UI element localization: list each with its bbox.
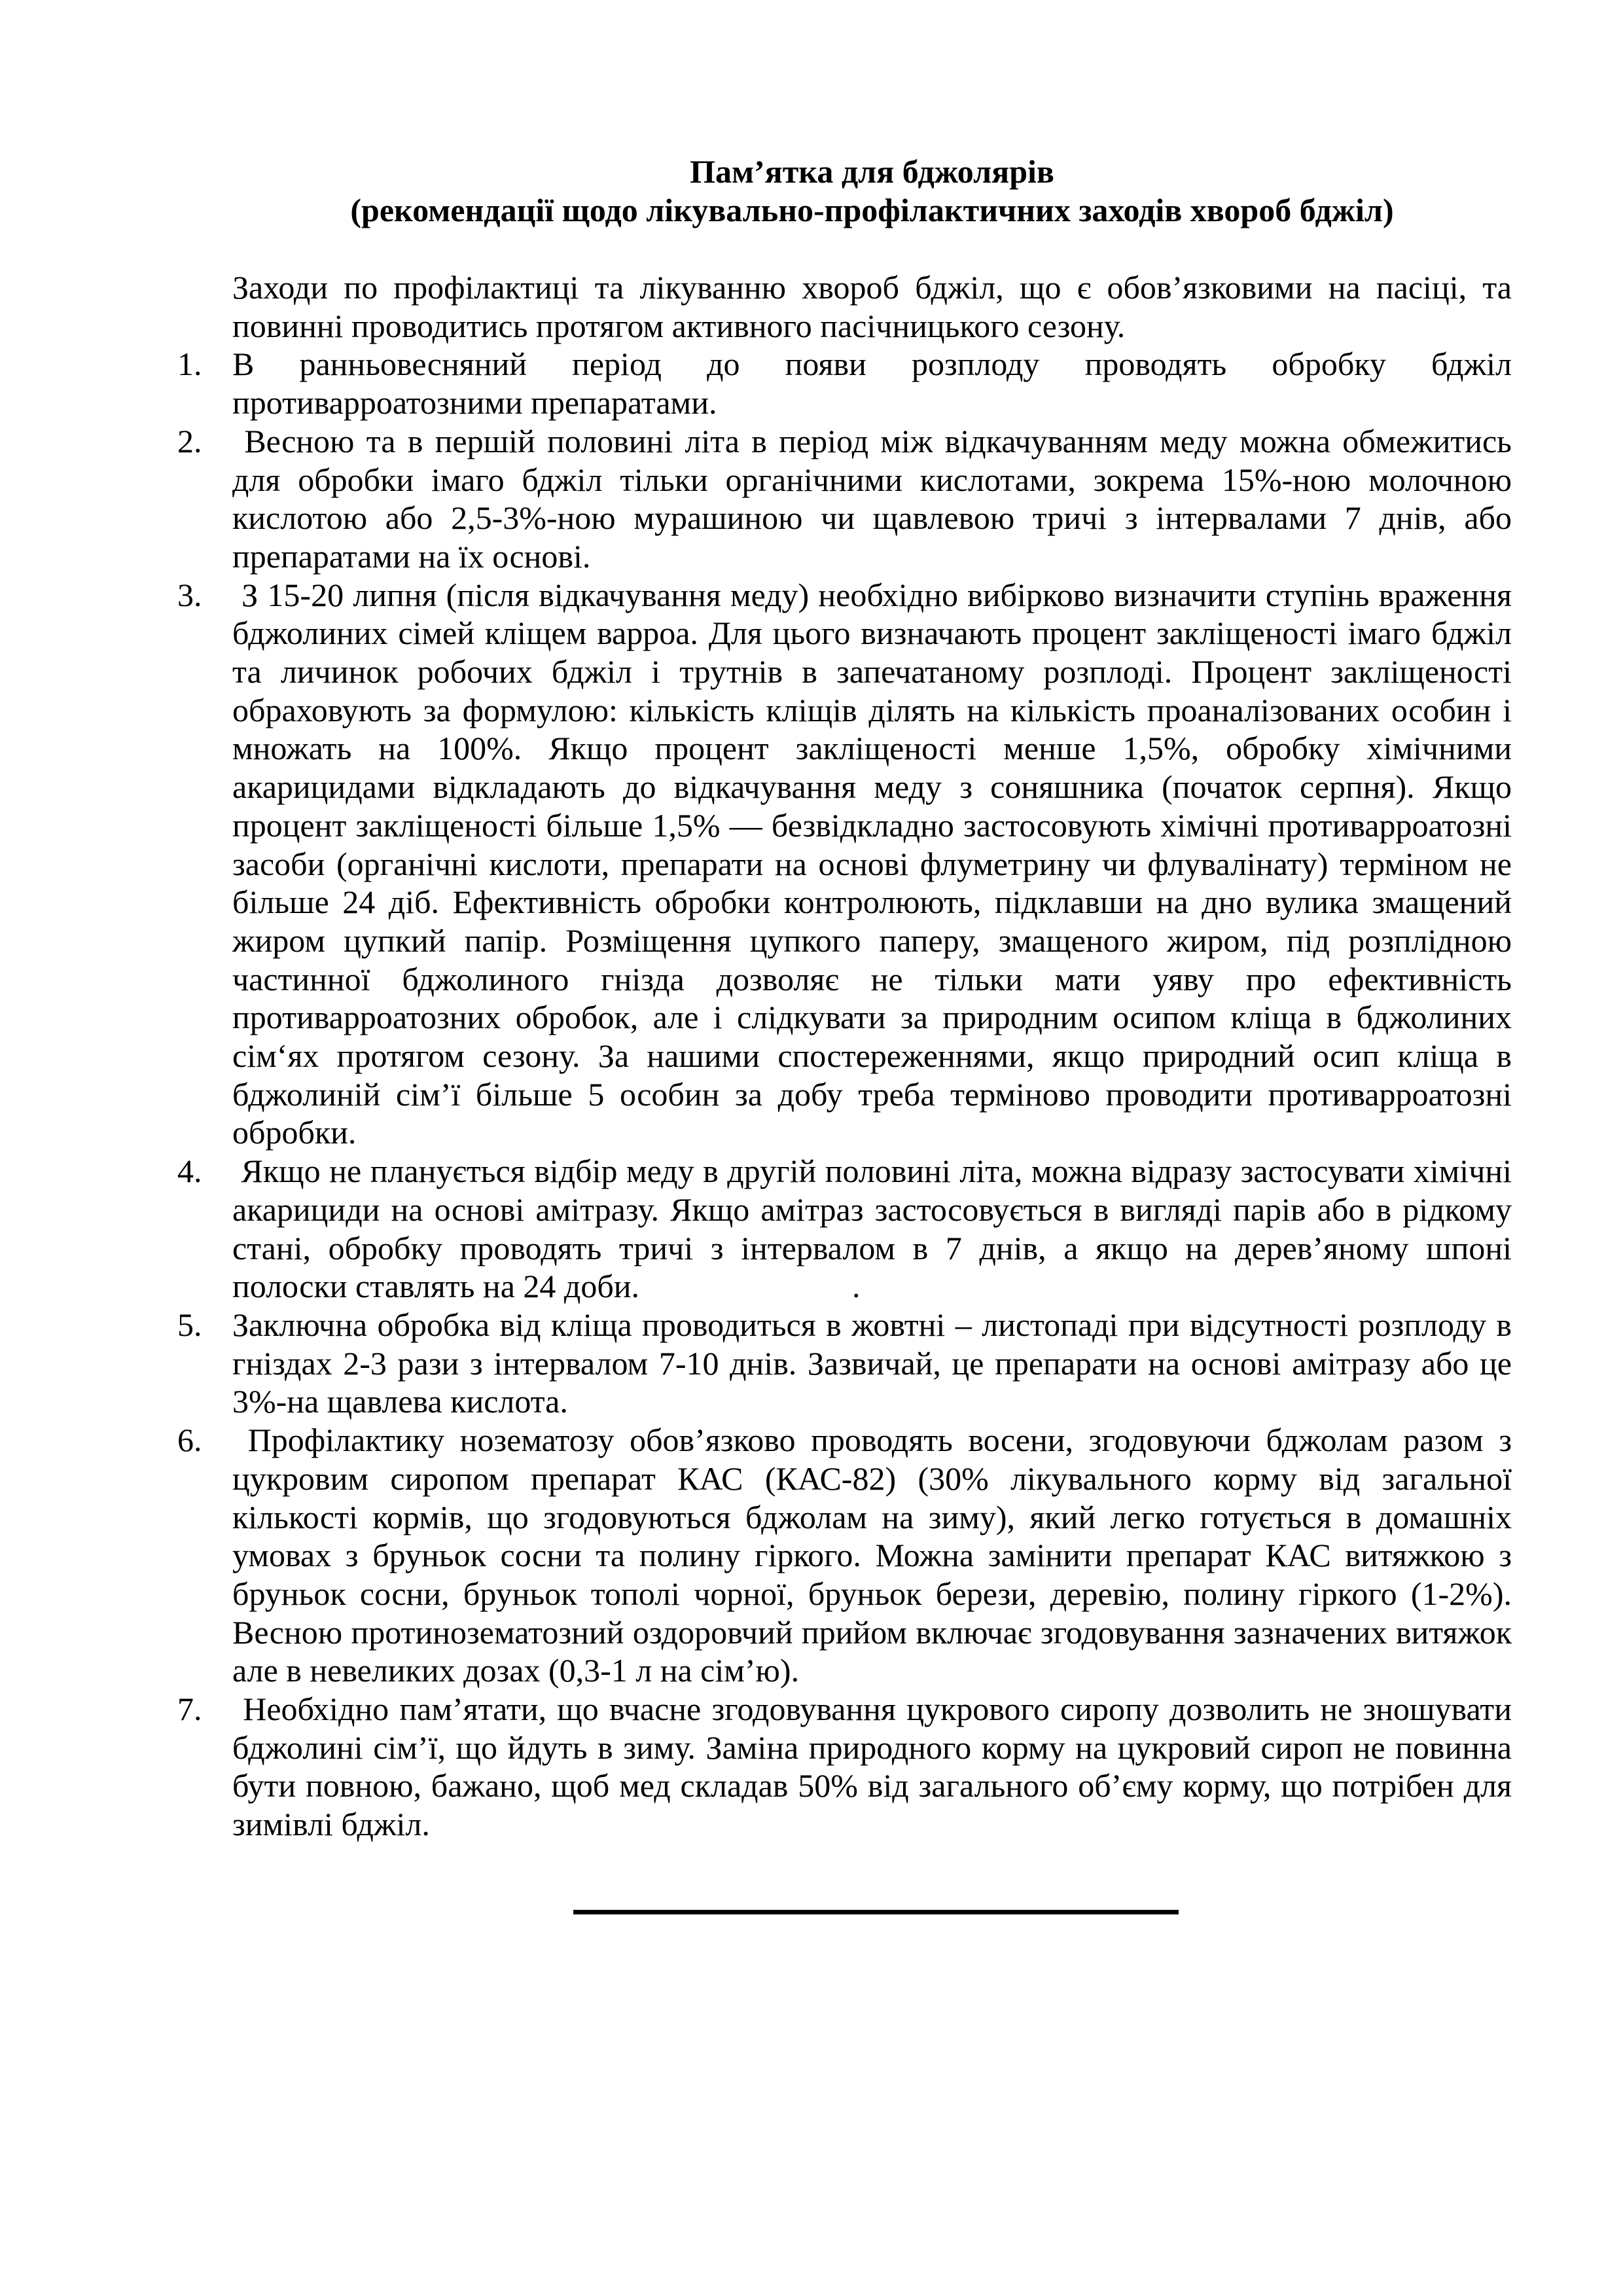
list-item-text: Якщо не планується відбір меду в другій половині літа, можна відразу застосувати хімічні акарициди на основі амітразу. Якщо амітраз застосовується в вигляді парів або в рідкому стані, обробку проводять тричі з інтервалом в 7 днів, а якщо на дерев’яному шпоні полоски ставлять на 24 доби. . (232, 1153, 1512, 1305)
document-heading (232, 152, 1512, 230)
list-item-number: 1. (177, 346, 202, 383)
page-title: Пам’ятка для бджолярів (690, 153, 1054, 190)
page-subtitle: (рекомендації щодо лікувально-профілактичних заходів хвороб бджіл) (350, 192, 1394, 228)
list-item-number: 4. (177, 1153, 202, 1190)
list-item-text: З 15-20 липня (після відкачування меду) необхідно вибірково визначити ступінь враження бджолиних сімей кліщем варроа. Для цього визначають процент закліщеності імаго бджіл та личинок робочих бджіл і трутнів в запечатаному розплоді. Процент закліщеності обраховують за формулою: кількість кліщів ділять на кількість проаналізованих особин і множать на 100%. Якщо процент закліщеності менше 1,5%, обробку хімічними акарицидами відкладають до відкачування меду з соняшника (початок серпня). Якщо процент закліщеності більше 1,5% — безвідкладно застосовують хімічні противарроатозні засоби (органічні кислоти, препарати на основі флуметрину чи флувалінату) терміном не більше 24 діб. Ефективність обробки контролюють, підклавши на дно вулика змащений жиром цупкий папір. Розміщення цупкого паперу, змащеного жиром, під розплідною частинної бджолиного гнізда дозволяє не тільки мати уяву про ефективність противарроатозних обробок, але і слідкувати за природним осипом кліща в бджолиних сім‘ях протягом сезону. За нашими спостереженнями, якщо природний осип кліща в бджолиній сім’ї більше 5 особин за добу треба терміново проводити противарроатозні обробки. (232, 576, 1512, 1151)
list-item-number: 2. (177, 422, 202, 459)
list-item-number: 7. (177, 1691, 202, 1728)
list-item (177, 1306, 1512, 1421)
list-item-number: 3. (177, 576, 202, 613)
list-item-number: 5. (177, 1306, 202, 1343)
list-item (177, 1690, 1512, 1844)
list-item-text: Весною та в першій половині літа в період між відкачуванням меду можна обмежитись для обробки імаго бджіл тільки органічними кислотами, зокрема 15%-ною молочною кислотою або 2,5-3%-ною мурашиною чи щавлевою тричі з інтервалами 7 днів, або препаратами на їх основі. (232, 422, 1512, 575)
list-item (177, 1152, 1512, 1306)
list-item (177, 422, 1512, 576)
numbered-list (177, 345, 1512, 1843)
signature-line (573, 1910, 1179, 1914)
list-item (177, 345, 1512, 422)
list-item-text: Профілактику нозематозу обов’язково проводять восени, згодовуючи бджолам разом з цукровим сиропом препарат КАС (КАС-82) (30% лікувального корму від загальної кількості кормів, що згодовуються бджолам на зиму), який легко готується в домашніх умовах з бруньок сосни та полину гіркого. Можна замінити препарат КАС витяжкою з бруньок сосни, бруньок тополі чорної, бруньок берези, деревію, полину гіркого (1-2%). Весною протинозематозний оздоровчий прийом включає згодовування зазначених витяжок але в невеликих дозах (0,3-1 л на сім’ю). (232, 1422, 1512, 1689)
list-item-text: Заключна обробка від кліща проводиться в жовтні – листопаді при відсутності розплоду в гніздах 2-3 рази з інтервалом 7-10 днів. Зазвичай, це препарати на основі амітразу або це 3%-на щавлева кислота. (232, 1306, 1512, 1420)
list-item-number: 6. (177, 1422, 202, 1459)
document-body (177, 268, 1512, 1844)
list-item (177, 576, 1512, 1153)
list-item-text: В ранньовесняний період до появи розплоду проводять обробку бджіл противарроатозними препаратами. (232, 346, 1512, 422)
list-item (177, 1421, 1512, 1690)
intro-paragraph: Заходи по профілактиці та лікуванню хвороб бджіл, що є обов’язковими на пасіці, та повинні проводитись протягом активного пасічницького сезону. (232, 269, 1512, 344)
list-item-text: Необхідно пам’ятати, що вчасне згодовування цукрового сиропу дозволить не зношувати бджолині сім’ї, що йдуть в зиму. Заміна природного корму на цукровий сироп не повинна бути повною, бажано, щоб мед складав 50% від загального об’єму корму, що потрібен для зимівлі бджіл. (232, 1691, 1512, 1843)
